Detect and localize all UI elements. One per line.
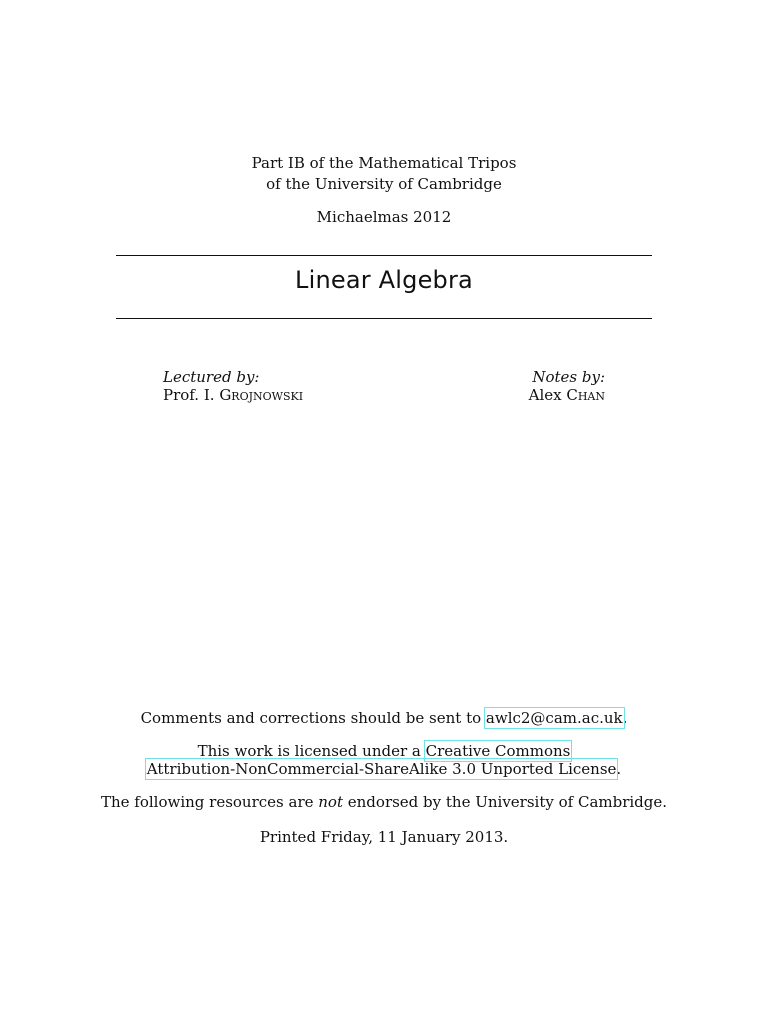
license-line-2	[0, 759, 768, 779]
endorse-suffix: endorsed by the University of Cambridge.	[343, 793, 668, 811]
notes-prefix: Alex	[528, 386, 567, 404]
page-title: Linear Algebra	[295, 266, 473, 294]
printed-date: Printed Friday, 11 January 2013.	[259, 828, 509, 846]
comments-line	[0, 708, 768, 728]
endorsement-line	[0, 792, 768, 812]
lecturer-block	[163, 368, 303, 404]
comments-prefix: Comments and corrections should be sent to	[140, 709, 486, 727]
notes-surname: Chan	[566, 386, 605, 404]
license-prefix: This work is licensed under a	[197, 742, 426, 760]
lecturer-role: Lectured by:	[163, 368, 260, 386]
top-rule	[116, 255, 652, 256]
endorse-prefix: The following resources are	[100, 793, 319, 811]
email-link[interactable]: awlc2@cam.ac.uk	[485, 709, 623, 727]
bottom-rule	[116, 318, 652, 319]
license-link-part1[interactable]: Creative Commons	[425, 742, 571, 760]
license-link-part2[interactable]: Attribution-NonCommercial-ShareAlike 3.0 Unported License	[146, 760, 617, 778]
license-line-1	[0, 741, 768, 761]
lecturer-name	[163, 386, 303, 404]
notes-role: Notes by:	[532, 368, 605, 386]
notes-block	[529, 368, 605, 404]
notes-author-name	[529, 386, 605, 404]
endorse-emphasis: not	[318, 793, 343, 811]
tripos-line: Part IB of the Mathematical Tripos	[251, 154, 517, 172]
university-line: of the University of Cambridge	[266, 175, 502, 193]
license-suffix: .	[616, 760, 622, 778]
lecturer-prefix: Prof. I.	[163, 386, 220, 404]
lecturer-surname: Grojnowski	[219, 386, 304, 404]
comments-suffix: .	[622, 709, 628, 727]
term-line: Michaelmas 2012	[316, 208, 452, 226]
